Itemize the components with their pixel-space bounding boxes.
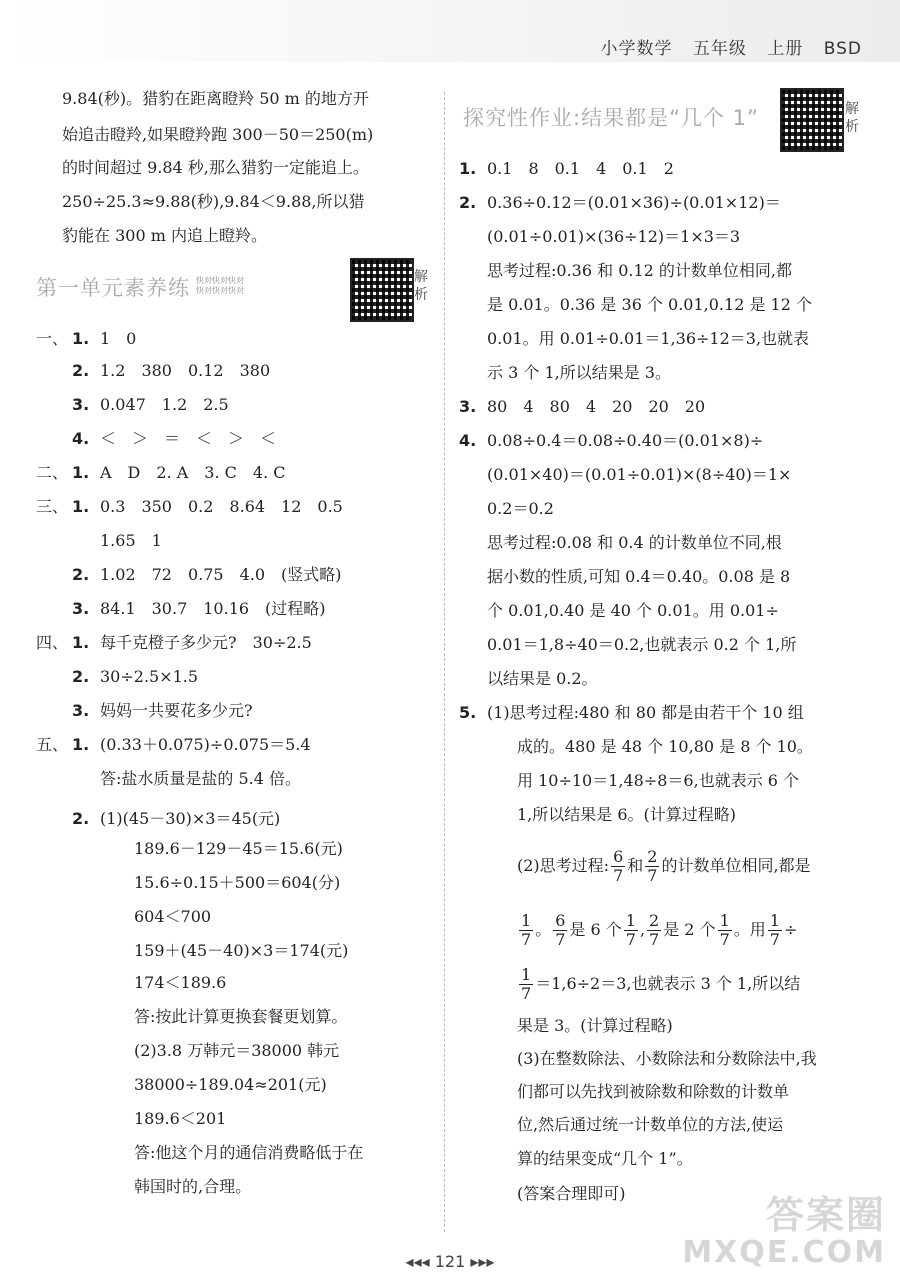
- note-line: 快对快对快对: [196, 276, 244, 285]
- numerator: 1: [719, 911, 730, 930]
- answer-text: 示 3 个 1,所以结果是 3。: [487, 363, 671, 382]
- answer-line: [459, 396, 705, 418]
- answer-text: 159＋(45－40)×3＝174(元): [134, 941, 349, 960]
- answer-text: 答:按此计算更换套餐更划算。: [134, 1007, 348, 1026]
- text-line: 果是 3。(计算过程略): [517, 1016, 673, 1035]
- fraction-1-7: [519, 966, 533, 1003]
- section-note: [196, 276, 244, 296]
- part-label: 三、: [36, 497, 69, 516]
- answer-item: [36, 872, 340, 894]
- item-number: 2.: [72, 667, 90, 686]
- item-number: 1.: [72, 497, 90, 516]
- answer-line: [459, 158, 674, 180]
- numerator: 2: [649, 911, 660, 930]
- denominator: 7: [769, 930, 780, 949]
- item-number: 3.: [72, 599, 90, 618]
- answer-item: [36, 360, 270, 382]
- answer-line: [459, 770, 799, 792]
- part-label: 一、: [36, 329, 69, 348]
- answer-text: 30÷2.5×1.5: [100, 667, 199, 686]
- text-line: 的时间超过 9.84 秒,那么猎豹一定能追上。: [62, 158, 369, 177]
- numerator: 2: [647, 847, 658, 866]
- answer-text: 思考过程:0.36 和 0.12 的计数单位相同,都: [487, 261, 792, 280]
- qr-label: 解析: [845, 101, 859, 135]
- text-line: 位,然后通过统一计数单位的方法,使运: [517, 1115, 784, 1134]
- note-line: 快对快对快对: [196, 286, 244, 295]
- denominator: 7: [521, 930, 532, 949]
- item-number: 3.: [72, 395, 90, 414]
- answer-text: 用 10÷10＝1,48÷8＝6,也就表示 6 个: [517, 771, 800, 790]
- answer-text: 韩国时的,合理。: [134, 1177, 252, 1196]
- part-label: 二、: [36, 463, 69, 482]
- text: ,: [639, 920, 646, 939]
- answer-line: [459, 192, 781, 214]
- fraction-line-2: [517, 912, 797, 949]
- fraction-2-7: [645, 848, 659, 885]
- answer-line: [459, 566, 790, 588]
- answer-item: [36, 496, 343, 518]
- answer-text: 1.65 1: [100, 531, 162, 550]
- item-number: 3.: [72, 701, 90, 720]
- answer-item: [36, 564, 342, 586]
- text-line: 豹能在 300 m 内追上瞪羚。: [62, 226, 267, 245]
- fraction-2-7: [647, 912, 661, 949]
- answer-line: [459, 600, 779, 622]
- answer-text: 个 0.01,0.40 是 40 个 0.01。用 0.01÷: [487, 601, 779, 620]
- answer-text: 是 0.01。0.36 是 36 个 0.01,0.12 是 12 个: [487, 295, 812, 314]
- denominator: 7: [647, 866, 658, 885]
- numerator: 1: [625, 911, 636, 930]
- answer-text: (0.01÷0.01)×(36÷12)＝1×3＝3: [487, 227, 741, 246]
- answer-text: 0.01。用 0.01÷0.01＝1,36÷12＝3,也就表: [487, 329, 810, 348]
- answer-item: [36, 394, 229, 416]
- text: ÷: [783, 920, 798, 939]
- watermark-text: MXQE.COM: [682, 1235, 886, 1270]
- answer-line: [459, 804, 736, 826]
- text-line: 算的结果变成“几个 1”。: [517, 1149, 693, 1168]
- item-number: 2.: [459, 193, 477, 212]
- fraction-6-7: [611, 848, 625, 885]
- item-number: 1.: [72, 735, 90, 754]
- answer-text: 15.6÷0.15＋500＝604(分): [134, 873, 341, 892]
- item-number: 2.: [72, 565, 90, 584]
- answer-item: [36, 530, 162, 552]
- answer-text: 据小数的性质,可知 0.4＝0.40。0.08 是 8: [487, 567, 791, 586]
- fraction-1-7: [519, 912, 533, 949]
- text: 。用: [733, 920, 766, 939]
- denominator: 7: [613, 866, 624, 885]
- item-number: 2.: [72, 809, 90, 828]
- answer-item: [36, 838, 343, 860]
- answer-item: [36, 1006, 347, 1028]
- answer-text: (2)3.8 万韩元＝38000 韩元: [134, 1041, 340, 1060]
- answer-text: 0.36÷0.12＝(0.01×36)÷(0.01×12)＝: [487, 193, 781, 212]
- answer-text: 38000÷189.04≈201(元): [134, 1075, 327, 1094]
- qr-code-icon[interactable]: [350, 258, 414, 322]
- answer-text: 0.1 8 0.1 4 0.1 2: [487, 159, 674, 178]
- answer-item: [36, 462, 285, 484]
- answer-text: 1,所以结果是 6。(计算过程略): [517, 805, 737, 824]
- text-line: 250÷25.3≈9.88(秒),9.84＜9.88,所以猎: [62, 192, 365, 211]
- answer-text: 1 0: [100, 329, 137, 348]
- item-number: 4.: [459, 431, 477, 450]
- fraction-line-3: [517, 966, 800, 1003]
- denominator: 7: [555, 930, 566, 949]
- answer-text: 思考过程:0.08 和 0.4 的计数单位不同,根: [487, 533, 782, 552]
- page-number: ◂◂◂ 121 ▸▸▸: [405, 1252, 495, 1271]
- answer-line: [459, 226, 740, 248]
- numerator: 6: [613, 847, 624, 866]
- fraction-line-1: [517, 848, 811, 885]
- text-line: 9.84(秒)。猎豹在距离瞪羚 50 m 的地方开: [62, 89, 369, 108]
- fraction-1-7: [718, 912, 732, 949]
- item-number: 5.: [459, 703, 477, 722]
- part-label: 五、: [36, 735, 69, 754]
- answer-text: 174＜189.6: [134, 973, 227, 992]
- answer-line: [459, 362, 671, 384]
- text-line: (答案合理即可): [517, 1184, 626, 1203]
- answer-line: [459, 260, 792, 282]
- watermark-text: 答案圈: [765, 1193, 886, 1237]
- fraction-1-7: [768, 912, 782, 949]
- answer-line: [459, 464, 791, 486]
- answer-item: [36, 632, 312, 654]
- answer-item: [36, 808, 280, 830]
- header-title: 小学数学 五年级 上册 BSD: [600, 39, 862, 59]
- text: (2)思考过程:: [517, 856, 610, 875]
- answer-text: 604＜700: [134, 907, 212, 926]
- answer-text: 0.2＝0.2: [487, 499, 554, 518]
- answer-line: [459, 634, 796, 656]
- answer-item: [36, 1142, 363, 1164]
- answer-line: [459, 328, 809, 350]
- answer-text: 成的。480 是 48 个 10,80 是 8 个 10。: [517, 737, 813, 756]
- answer-line: [459, 294, 812, 316]
- text: 和: [627, 856, 644, 875]
- qr-code-icon[interactable]: [780, 88, 844, 152]
- answer-line: [459, 430, 763, 452]
- answer-text: 答:盐水质量是盐的 5.4 倍。: [100, 769, 302, 788]
- text: 的计数单位相同,都是: [661, 856, 811, 875]
- answer-text: 每千克橙子多少元? 30÷2.5: [100, 633, 312, 652]
- answer-text: 0.08÷0.4＝0.08÷0.40＝(0.01×8)÷: [487, 431, 764, 450]
- denominator: 7: [649, 930, 660, 949]
- answer-item: [36, 666, 198, 688]
- numerator: 1: [769, 911, 780, 930]
- answer-text: 0.3 350 0.2 8.64 12 0.5: [100, 497, 343, 516]
- watermark-logo: [682, 1193, 886, 1272]
- answer-text: (0.01×40)＝(0.01÷0.01)×(8÷40)＝1×: [487, 465, 792, 484]
- text-line: 们都可以先找到被除数和除数的计数单: [517, 1082, 790, 1101]
- answer-text: ＜ ＞ ＝ ＜ ＞ ＜: [100, 429, 277, 448]
- answer-item: [36, 428, 276, 450]
- answer-line: [459, 498, 554, 520]
- numerator: 6: [555, 911, 566, 930]
- denominator: 7: [521, 984, 532, 1003]
- item-number: 1.: [72, 463, 90, 482]
- qr-label: 解析: [414, 269, 428, 303]
- answer-item: [36, 906, 211, 928]
- item-number: 4.: [72, 429, 90, 448]
- column-divider: [444, 92, 445, 1232]
- fraction-1-7: [624, 912, 638, 949]
- answer-item: [36, 940, 348, 962]
- text: 是 6 个: [569, 920, 622, 939]
- answer-item: [36, 328, 136, 350]
- answer-line: [459, 702, 804, 724]
- section-title-inquiry: 探究性作业:结果都是“几个 1”: [463, 106, 759, 130]
- answer-text: 1.2 380 0.12 380: [100, 361, 271, 380]
- numerator: 1: [521, 965, 532, 984]
- item-number: 2.: [72, 361, 90, 380]
- answer-item: [36, 1176, 251, 1198]
- answer-text: 以结果是 0.2。: [487, 669, 598, 688]
- text: ＝1,6÷2＝3,也就表示 3 个 1,所以结: [535, 974, 801, 993]
- item-number: 1.: [459, 159, 477, 178]
- answer-text: 80 4 80 4 20 20 20: [487, 397, 706, 416]
- answer-text: 189.6－129－45＝15.6(元): [134, 839, 343, 858]
- answer-item: [36, 734, 311, 756]
- answer-text: 189.6＜201: [134, 1109, 227, 1128]
- part-label: 四、: [36, 633, 69, 652]
- answer-line: [459, 736, 813, 758]
- answer-text: (1)(45－30)×3＝45(元): [100, 809, 281, 828]
- answer-line: [459, 532, 782, 554]
- item-number: 1.: [72, 633, 90, 652]
- answer-item: [36, 598, 326, 620]
- text: 。: [535, 920, 552, 939]
- answer-item: [36, 768, 301, 790]
- answer-text: (0.33＋0.075)÷0.075＝5.4: [100, 735, 311, 754]
- answer-text: 0.01＝1,8÷40＝0.2,也就表示 0.2 个 1,所: [487, 635, 797, 654]
- answer-line: [459, 668, 598, 690]
- denominator: 7: [625, 930, 636, 949]
- text-line: (3)在整数除法、小数除法和分数除法中,我: [517, 1049, 817, 1068]
- item-number: 1.: [72, 329, 90, 348]
- denominator: 7: [719, 930, 730, 949]
- answer-item: [36, 1108, 226, 1130]
- answer-item: [36, 1040, 339, 1062]
- answer-text: 妈妈一共要花多少元?: [100, 701, 253, 720]
- text-line: 始追击瞪羚,如果瞪羚跑 300－50＝250(m): [62, 125, 374, 144]
- answer-text: 0.047 1.2 2.5: [100, 395, 229, 414]
- answer-text: 1.02 72 0.75 4.0 (竖式略): [100, 565, 342, 584]
- answer-item: [36, 972, 226, 994]
- answer-text: 84.1 30.7 10.16 (过程略): [100, 599, 326, 618]
- answer-text: 答:他这个月的通信消费略低于在: [134, 1143, 364, 1162]
- answer-text: A D 2. A 3. C 4. C: [100, 463, 286, 482]
- fraction-6-7: [553, 912, 567, 949]
- answer-text: (1)思考过程:480 和 80 都是由若干个 10 组: [487, 703, 804, 722]
- numerator: 1: [521, 911, 532, 930]
- item-number: 3.: [459, 397, 477, 416]
- answer-item: [36, 1074, 327, 1096]
- answer-item: [36, 700, 253, 722]
- text: 是 2 个: [663, 920, 716, 939]
- section-title-unit1: 第一单元素养练: [36, 276, 190, 300]
